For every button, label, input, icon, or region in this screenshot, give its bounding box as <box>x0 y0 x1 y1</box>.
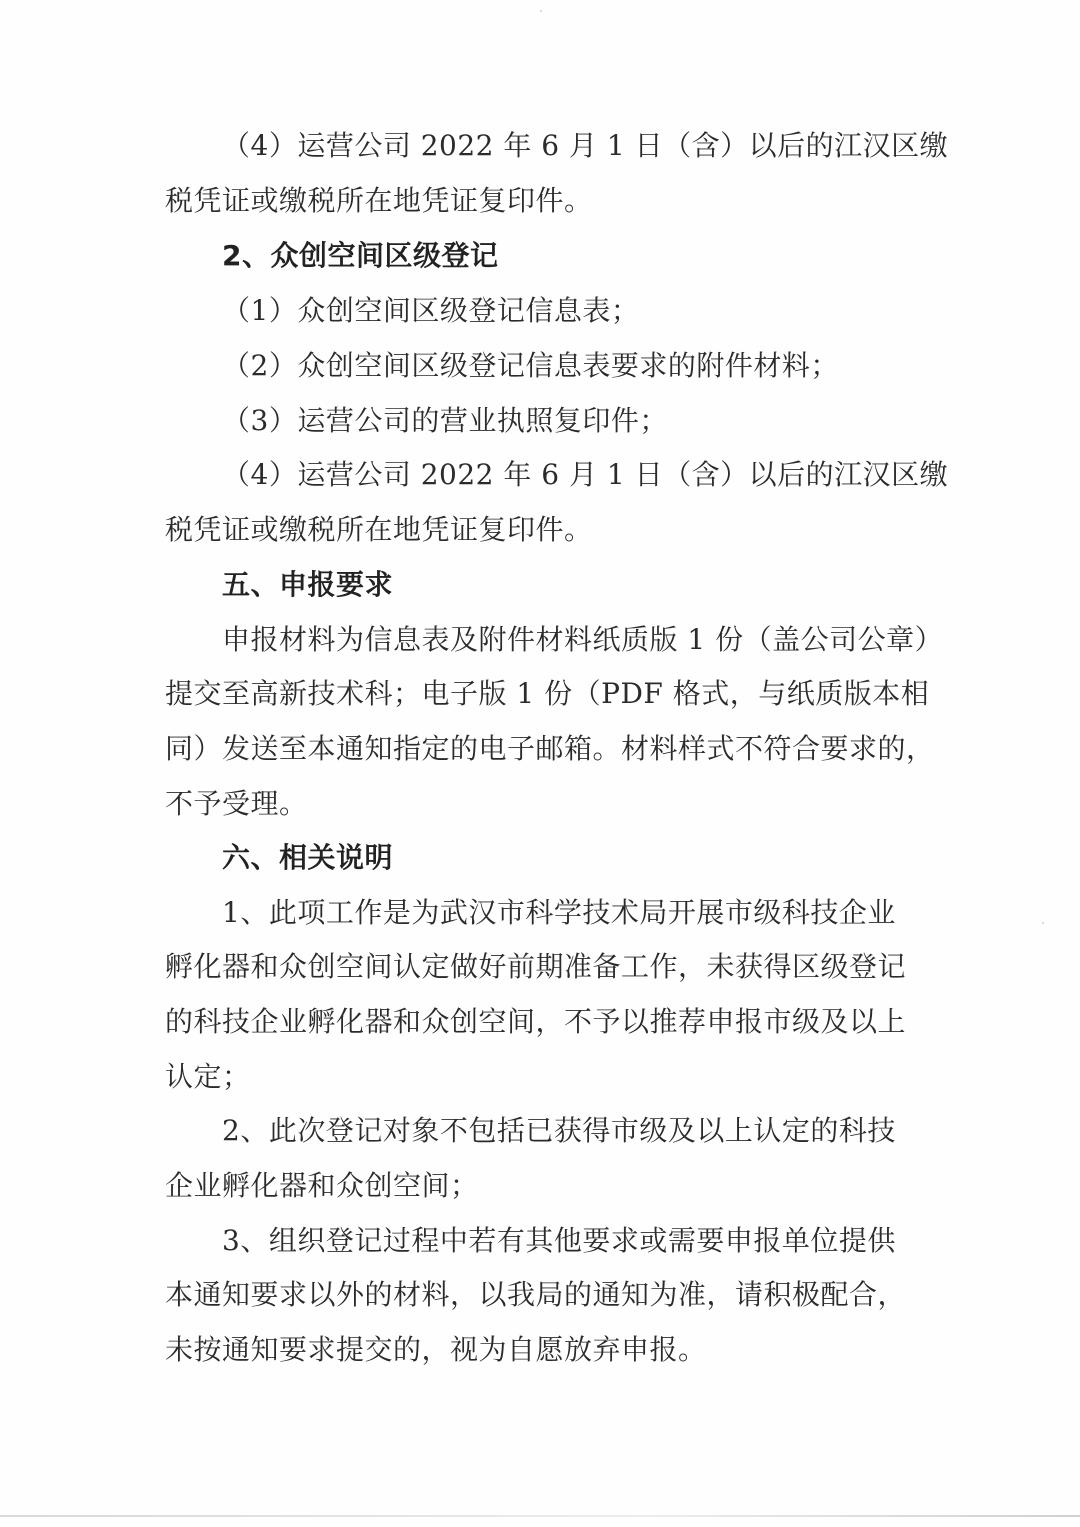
maker-item-2: （2）众创空间区级登记信息表要求的附件材料； <box>222 349 839 382</box>
requirements-line-3: 同）发送至本通知指定的电子邮箱。材料样式不符合要求的， <box>165 732 935 765</box>
maker-item-3: （3）运营公司的营业执照复印件； <box>222 404 668 437</box>
note-1-line-3: 的科技企业孵化器和众创空间，不予以推荐申报市级及以上 <box>165 1005 907 1038</box>
requirements-line-4: 不予受理。 <box>165 787 308 820</box>
note-1-line-4: 认定； <box>165 1060 251 1093</box>
maker-item-4-line-2: 税凭证或缴税所在地凭证复印件。 <box>165 513 593 546</box>
note-3-line-1: 3、组织登记过程中若有其他要求或需要申报单位提供 <box>222 1224 896 1257</box>
note-3-line-3: 未按通知要求提交的，视为自愿放弃申报。 <box>165 1333 707 1366</box>
note-1-line-2: 孵化器和众创空间认定做好前期准备工作，未获得区级登记 <box>165 950 907 983</box>
item-4-line-2: 税凭证或缴税所在地凭证复印件。 <box>165 184 593 217</box>
requirements-line-1: 申报材料为信息表及附件材料纸质版 1 份（盖公司公章） <box>222 623 944 656</box>
maker-item-1: （1）众创空间区级登记信息表； <box>222 294 640 327</box>
note-2-line-1: 2、此次登记对象不包括已获得市级及以上认定的科技 <box>222 1114 896 1147</box>
scan-edge-rule <box>0 1515 1080 1517</box>
scan-speck <box>1042 922 1044 924</box>
section-heading-notes: 六、相关说明 <box>222 841 394 874</box>
item-4-line-1: （4）运营公司 2022 年 6 月 1 日（含）以后的江汉区缴 <box>222 129 949 162</box>
section-heading-maker-space: 2、众创空间区级登记 <box>222 239 499 272</box>
maker-item-4-line-1: （4）运营公司 2022 年 6 月 1 日（含）以后的江汉区缴 <box>222 458 949 491</box>
note-2-line-2: 企业孵化器和众创空间； <box>165 1169 479 1202</box>
section-heading-requirements: 五、申报要求 <box>222 568 394 601</box>
scan-speck <box>540 10 542 12</box>
note-1-line-1: 1、此项工作是为武汉市科学技术局开展市级科技企业 <box>222 896 896 929</box>
note-3-line-2: 本通知要求以外的材料，以我局的通知为准，请积极配合， <box>165 1278 907 1311</box>
requirements-line-2: 提交至高新技术科；电子版 1 份（PDF 格式，与纸质版本相 <box>165 677 930 710</box>
